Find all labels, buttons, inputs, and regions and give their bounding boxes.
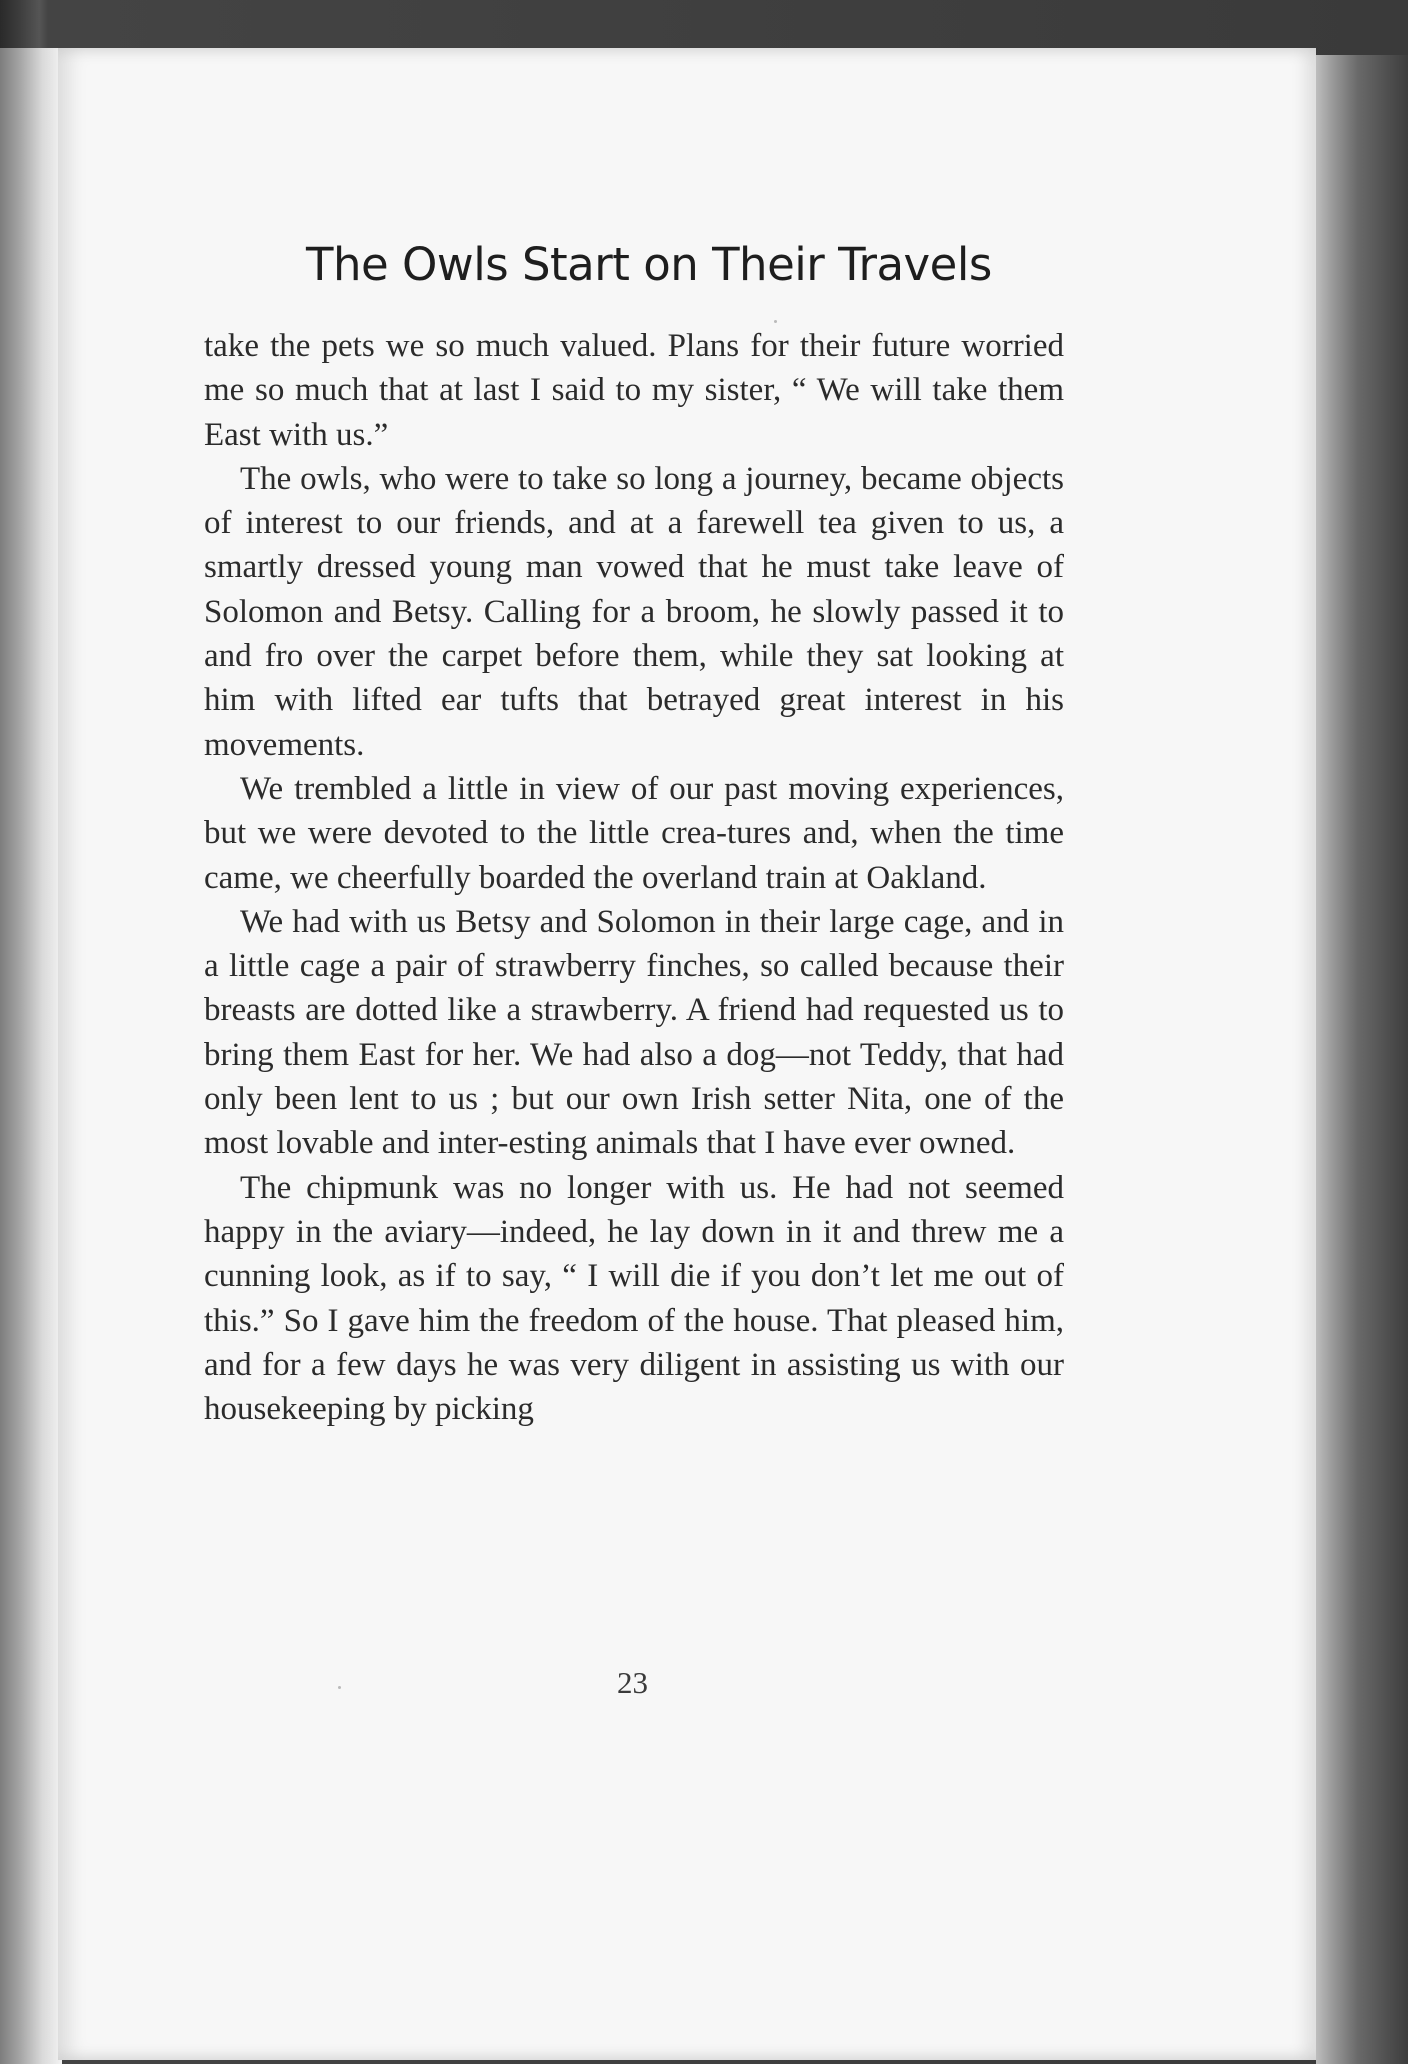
paragraph: The owls, who were to take so long a journey, became objects of interest to our friends, and at a farewell tea given to us, a smartly dressed young man vowed that he must take leave of Solomon and Betsy. Calling for a broom, he slowly passed it to and fro over the carpet before them, while they sat looking at him with lifted ear tufts that betrayed great interest in his movements. — [204, 460, 1064, 763]
paper-speck — [774, 320, 777, 323]
paragraph: We trembled a little in view of our past moving experiences, but we were devoted to the little crea-tures and, when the time came, we cheerfully boarded the overland train at Oakland. — [204, 770, 1064, 896]
paragraph: The chipmunk was no longer with us. He had not seemed happy in the aviary—indeed, he lay down in it and threw me a cunning look, as if to say, “ I will die if you don’t let me out of this.” So I gave him the freedom of the house. That pleased him, and for a few days he was very diligent in assisting us with our housekeeping by picking — [204, 1169, 1064, 1428]
page-body — [204, 324, 1064, 1431]
paper-speck — [338, 1686, 341, 1689]
paragraph: take the pets we so much valued. Plans for their future worried me so much that at last I said to my sister, “ We will take them East with us.” — [204, 328, 1064, 453]
page-number: 23 — [617, 1665, 648, 1700]
book-spine-shadow — [0, 48, 62, 2064]
paragraph: We had with us Betsy and Solomon in their large cage, and in a little cage a pair of strawberry finches, so called because their breasts are dotted like a strawberry. A friend had requested us to bring them East for her. We had also a dog—not Teddy, that had only been lent to us ; but our own Irish setter Nita, one of the most lovable and inter-esting animals that I have ever owned. — [204, 903, 1064, 1162]
page-title: The Owls Start on Their Travels — [306, 238, 992, 291]
page-edge-stack — [1316, 55, 1408, 2064]
book-page — [58, 48, 1316, 2060]
